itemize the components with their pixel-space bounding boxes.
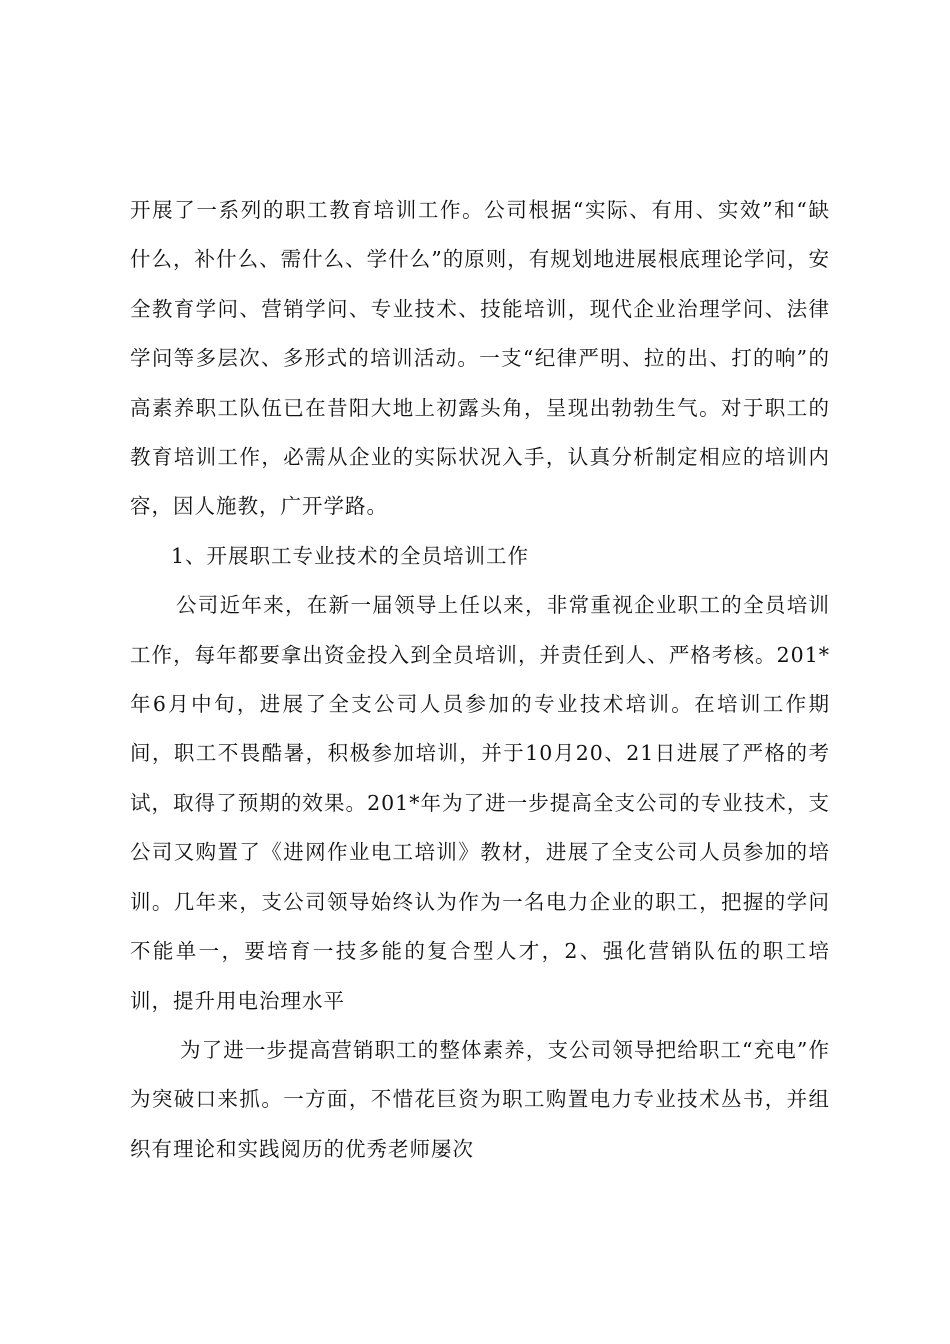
document-body bbox=[130, 186, 830, 1174]
paragraph-training-overview: 开展了一系列的职工教育培训工作。公司根据“实际、有用、实效”和“缺什么，补什么、需什么、学什么”的原则，有规划地进展根底理论学问，安全教育学问、营销学问、专业技术、技能培训，现代企业治理学问、法律学问等多层次、多形式的培训活动。一支“纪律严明、拉的出、打的响”的高素养职工队伍已在昔阳大地上初露头角，呈现出勃勃生气。对于职工的教育培训工作，必需从企业的实际状况入手，认真分析制定相应的培训内容，因人施教，广开学路。 bbox=[130, 198, 830, 519]
paragraph-marketing-training: 为了进一步提高营销职工的整体素养，支公司领导把给职工“充电”作为突破口来抓。一方面，不惜花巨资为职工购置电力专业技术丛书，并组织有理论和实践阅历的优秀老师屡次 bbox=[130, 1037, 830, 1161]
paragraph-full-staff-training: 公司近年来，在新一届领导上任以来，非常重视企业职工的全员培训工作，每年都要拿出资金投入到全员培训，并责任到人、严格考核。201*年6月中旬，进展了全支公司人员参加的专业技术培训。在培训工作期间，职工不畏酷暑，积极参加培训，并于10月20、21日进展了严格的考试，取得了预期的效果。201*年为了进一步提高全支公司的专业技术，支公司又购置了《进网作业电工培训》教材，进展了全支公司人员参加的培训。几年来，支公司领导始终认为作为一名电力企业的职工，把握的学问不能单一，要培育一技多能的复合型人才，2、强化营销队伍的职工培训，提升用电治理水平 bbox=[130, 593, 830, 1013]
section-heading-professional-training: 1、开展职工专业技术的全员培训工作 bbox=[171, 543, 530, 568]
